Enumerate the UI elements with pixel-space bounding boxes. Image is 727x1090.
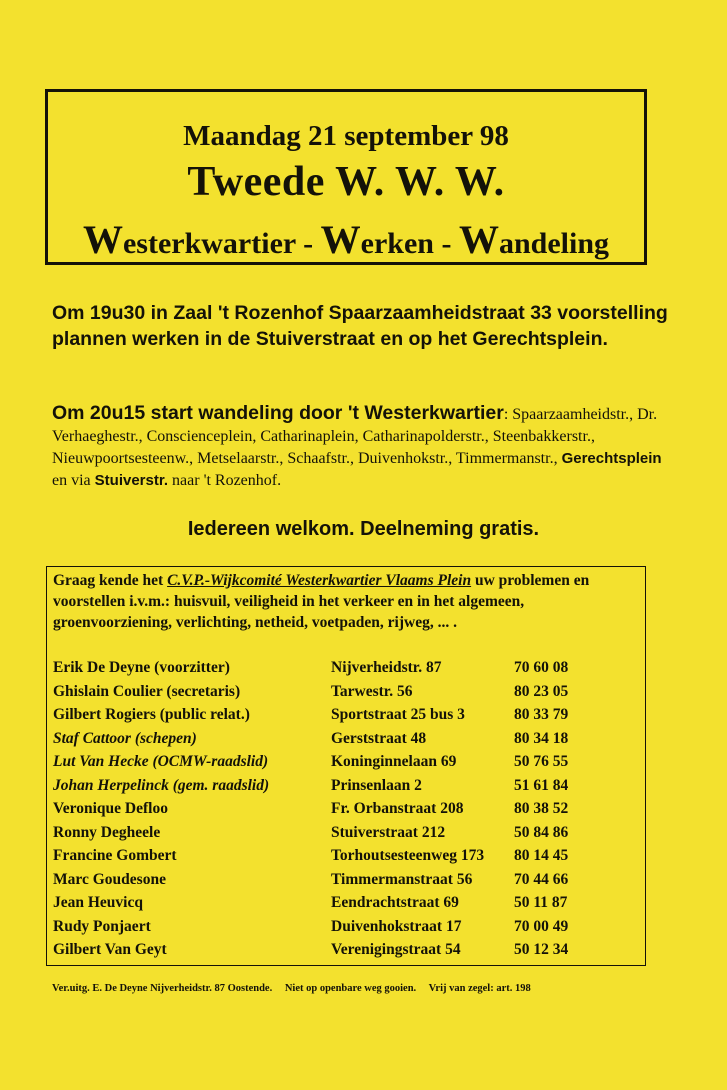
member-name: Rudy Ponjaert bbox=[53, 917, 151, 935]
member-phone: 50 11 87 bbox=[514, 894, 568, 911]
member-street: Prinsenlaan 2 bbox=[331, 776, 422, 794]
member-phone: 50 12 34 bbox=[514, 941, 569, 958]
member-street: Duivenhokstraat 17 bbox=[331, 917, 462, 935]
member-phone: 70 44 66 bbox=[514, 870, 569, 888]
subtitle-initial-3: W bbox=[458, 217, 499, 262]
event-date: Maandag 21 september 98 bbox=[183, 120, 509, 152]
member-name: Lut Van Hecke (OCMW-raadslid) bbox=[53, 753, 269, 770]
member-phone: 51 61 84 bbox=[514, 776, 569, 794]
walk-route-text-3: naar 't Rozenhof. bbox=[168, 472, 282, 489]
event-subtitle bbox=[48, 216, 644, 263]
member-street: Torhoutsesteenweg 173 bbox=[331, 847, 485, 864]
member-name: Gilbert Rogiers (public relat.) bbox=[53, 706, 250, 723]
member-street: Koninginnelaan 69 bbox=[331, 753, 457, 770]
walk-route-text: : Spaarzaamheidstr., Dr. Verhaeghestr., Conscienceplein, Catharinaplein, Catharinapolderstr., Steenbakkerstr., Nieuwpoortsesteenw., Metselaarstr., Schaafstr., Duivenhokstr., Timmermanstr., bbox=[52, 406, 658, 467]
member-street: Nijverheidstr. 87 bbox=[331, 659, 442, 676]
member-street: Verenigingstraat 54 bbox=[331, 941, 461, 958]
member-name: Ghislain Coulier (secretaris) bbox=[53, 682, 241, 700]
member-name: Marc Goudesone bbox=[53, 870, 166, 888]
footer-notice: Niet op openbare weg gooien. bbox=[284, 983, 417, 994]
subtitle-word-3: andeling bbox=[498, 227, 610, 260]
walk-lead: Om 20u15 start wandeling door 't Westerkwartier bbox=[52, 402, 504, 424]
member-phone: 80 14 45 bbox=[514, 847, 569, 864]
footer-imprint bbox=[52, 983, 692, 994]
member-street: Fr. Orbanstraat 208 bbox=[331, 800, 464, 817]
contact-box bbox=[46, 566, 646, 966]
member-name: Francine Gombert bbox=[53, 847, 177, 864]
member-street: Sportstraat 25 bus 3 bbox=[331, 706, 465, 723]
member-name: Ronny Degheele bbox=[53, 823, 161, 841]
presentation-paragraph: Om 19u30 in Zaal 't Rozenhof Spaarzaamheidstraat 33 voorstelling plannen werken in de Stuiverstraat en op het Gerechtsplein. bbox=[52, 302, 668, 350]
subtitle-word-2: erken - bbox=[360, 227, 459, 260]
footer-stamp: Vrij van zegel: art. 198 bbox=[428, 983, 531, 994]
walk-route-bold-2: Stuiverstr. bbox=[94, 472, 169, 489]
walk-route-bold-1: Gerechtsplein bbox=[561, 450, 662, 467]
subtitle-initial-2: W bbox=[320, 217, 361, 262]
subtitle-word-1: esterkwartier - bbox=[122, 227, 321, 260]
member-name: Gilbert Van Geyt bbox=[53, 941, 167, 958]
organization-name: C.V.P.-Wijkcomité Westerkwartier Vlaams Plein bbox=[167, 572, 472, 589]
member-phone: 70 00 49 bbox=[514, 917, 569, 935]
member-name: Veronique Defloo bbox=[53, 800, 168, 817]
welcome-line: Iedereen welkom. Deelneming gratis. bbox=[187, 518, 540, 540]
member-phone: 70 60 08 bbox=[514, 659, 569, 676]
member-phone: 50 76 55 bbox=[514, 753, 569, 770]
member-street: Eendrachtstraat 69 bbox=[331, 894, 459, 911]
member-phone: 80 33 79 bbox=[514, 706, 569, 723]
footer-publisher: Ver.uitg. E. De Deyne Nijverheidstr. 87 Oostende. bbox=[52, 983, 273, 994]
member-name: Erik De Deyne (voorzitter) bbox=[53, 659, 230, 676]
member-street: Tarwestr. 56 bbox=[331, 682, 413, 700]
member-name: Jean Heuvicq bbox=[53, 894, 143, 911]
member-street: Timmermanstraat 56 bbox=[331, 870, 473, 888]
event-title: Tweede W. W. W. bbox=[187, 159, 505, 205]
member-phone: 80 34 18 bbox=[514, 729, 569, 747]
title-box bbox=[45, 89, 647, 265]
intro-after: uw problemen en voorstellen i.v.m.: huisvuil, veiligheid in het verkeer en in het algemeen, groenvoorziening, verlichting, netheid, voetpaden, rijweg, ... . bbox=[53, 572, 590, 631]
subtitle-initial-1: W bbox=[82, 217, 123, 262]
member-street: Stuiverstraat 212 bbox=[331, 823, 446, 841]
member-street: Gerststraat 48 bbox=[331, 729, 427, 747]
intro-before: Graag kende het bbox=[53, 572, 168, 589]
member-phone: 80 23 05 bbox=[514, 682, 569, 700]
member-name: Staf Cattoor (schepen) bbox=[53, 729, 197, 747]
contact-intro bbox=[53, 570, 641, 633]
member-phone: 80 38 52 bbox=[514, 800, 569, 817]
walk-route-text-2: en via bbox=[52, 472, 95, 489]
member-name: Johan Herpelinck (gem. raadslid) bbox=[53, 776, 270, 794]
member-phone: 50 84 86 bbox=[514, 823, 569, 841]
walk-paragraph bbox=[52, 402, 672, 492]
